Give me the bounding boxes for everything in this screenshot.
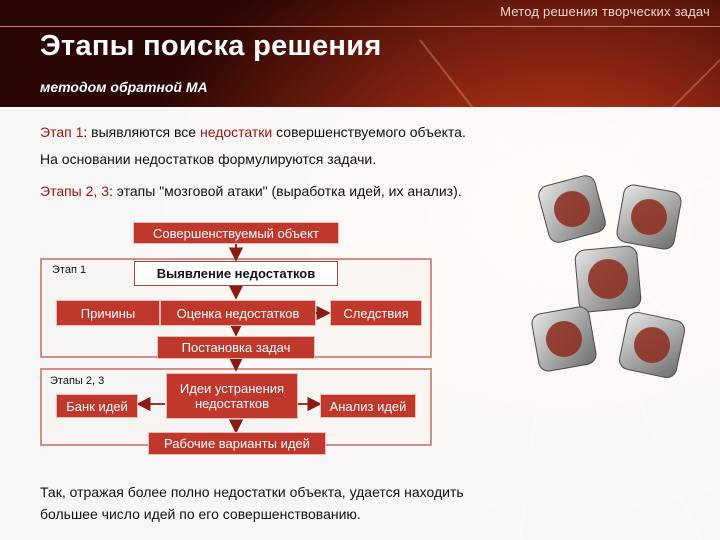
consequences-box: Следствия bbox=[330, 300, 422, 326]
causes-box: Причины bbox=[56, 300, 160, 326]
page-subtitle: методом обратной МА bbox=[40, 79, 208, 95]
stage1-frame-label: Этап 1 bbox=[52, 264, 87, 276]
object-box: Совершенствуемый объект bbox=[133, 222, 339, 244]
identify-box: Выявление недостатков bbox=[134, 261, 338, 286]
conclusion-line1: Так, отражая более полно недостатки объекта, удается находить bbox=[40, 484, 464, 500]
intro-stage1 bbox=[40, 124, 466, 140]
idea-bank-box: Банк идей bbox=[56, 394, 138, 418]
stage23-label: Этапы 2, 3 bbox=[40, 183, 109, 199]
header-bar bbox=[0, 0, 720, 27]
intro-line2: На основании недостатков формулируются задачи. bbox=[40, 151, 377, 167]
stage1-emph: недостатки bbox=[199, 124, 273, 140]
cube-logo bbox=[515, 170, 715, 400]
stage23-frame-label: Этапы 2, 3 bbox=[50, 375, 105, 387]
evaluate-box: Оценка недостатков bbox=[160, 300, 316, 326]
idea-analysis-box: Анализ идей bbox=[320, 394, 416, 418]
intro-stage23 bbox=[40, 183, 462, 199]
course-title: Метод решения творческих задач bbox=[500, 4, 710, 19]
tasks-box: Постановка задач bbox=[157, 336, 315, 359]
page-title: Этапы поиска решения bbox=[40, 30, 382, 62]
conclusion-line2: большее число идей по его совершенствованию. bbox=[40, 506, 361, 522]
stage1-tail: совершенствуемого объекта. bbox=[272, 124, 466, 140]
fix-ideas-box: Идеи устранения недостатков bbox=[166, 373, 298, 419]
working-variants-box: Рабочие варианты идей bbox=[148, 432, 326, 455]
stage23-text: : этапы "мозговой атаки" (выработка идей, их анализ). bbox=[109, 183, 462, 199]
stage1-text: : выявляются все bbox=[83, 124, 200, 140]
stage1-label: Этап 1 bbox=[40, 124, 84, 140]
